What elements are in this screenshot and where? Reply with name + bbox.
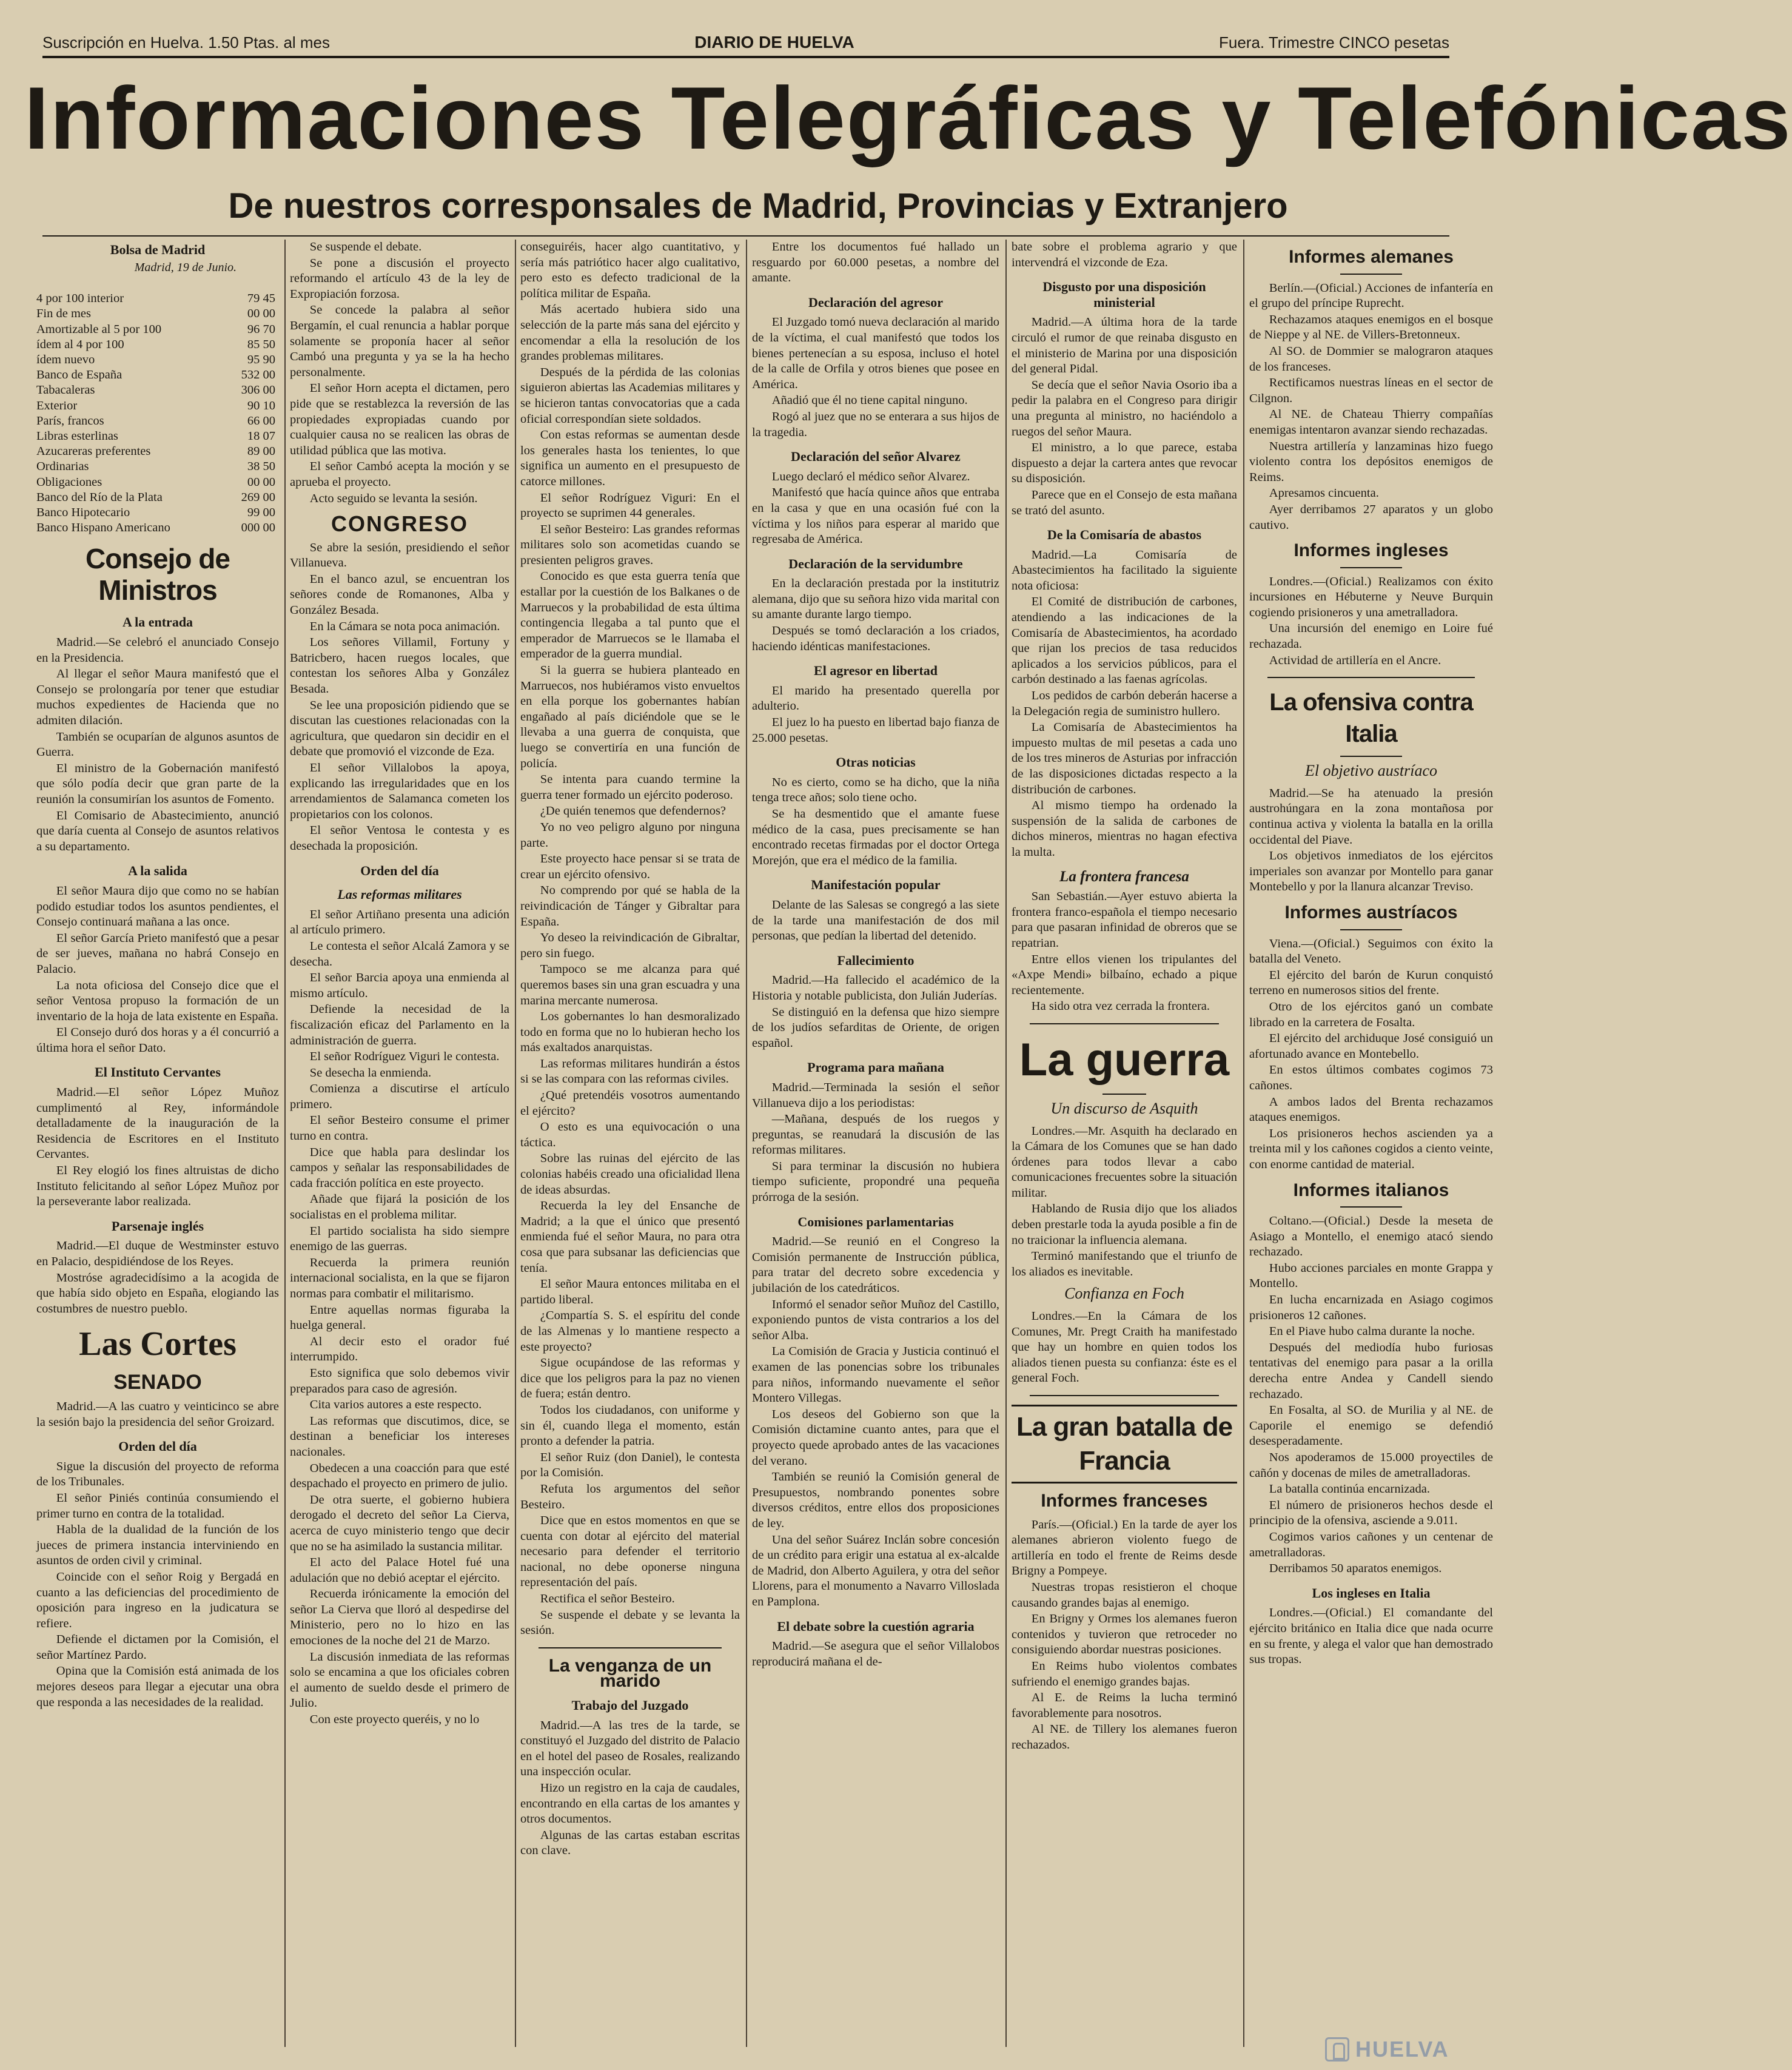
paragraph: El señor Besteiro: Las grandes reformas militares solo son acometidas cuando se presienten peligros graves. (520, 522, 740, 567)
subheading: Declaración de la servidumbre (788, 556, 963, 571)
paragraph: Nuestras tropas resistieron el choque causando grandes bajas al enemigo. (1012, 1580, 1237, 1610)
paragraph: Se lee una proposición pidiendo que se discutan las cuestiones relacionadas con la agricultura, que quedaron sin decidir en el debate que promovió el vizconde de Eza. (290, 698, 509, 759)
paragraph: Madrid.—Se reunió en el Congreso la Comisión permanente de Instrucción pública, para tratar del decreto sobre excedencia y jubilación de los catedráticos. (752, 1235, 999, 1295)
archive-watermark (1325, 2035, 1525, 2064)
subheading: Fallecimiento (837, 952, 914, 968)
heading-venganza: La venganza de un marido (548, 1655, 712, 1692)
paragraph: Las reformas que discutimos, dice, se destinan a beneficiar los intereses nacionales. (290, 1414, 509, 1459)
stock-row (36, 352, 279, 368)
paragraph: El Rey elogió los fines altruistas de dicho Instituto felicitando al señor López Muñoz por la perseverante labor realizada. (36, 1164, 279, 1209)
stock-value: 95 90 (247, 353, 275, 366)
column-5 (1012, 240, 1237, 2047)
column-2 (290, 240, 509, 2047)
paragraph: El señor Ruiz (don Daniel), le contesta por la Comisión. (520, 1450, 740, 1480)
subheading: Manifestación popular (811, 877, 941, 893)
header-strip (42, 29, 1449, 58)
paragraph: Madrid.—El señor López Muñoz cumplimentó al Rey, informándole detalladamente de la inauguración de la Residencia de Escritores en el Instituto Cervantes. (36, 1086, 279, 1161)
stock-row (36, 475, 279, 490)
header-rule (42, 235, 1449, 237)
paragraph: Después se tomó declaración a los criados, haciendo idénticas manifestaciones. (752, 624, 999, 653)
paragraph: El ministro, a lo que parece, estaba dispuesto a dejar la cartera antes que revocar su disposición. (1012, 441, 1237, 486)
column-rule (284, 240, 286, 2047)
stock-value: 000 00 (241, 521, 275, 535)
paragraph: Recuerda irónicamente la emoción del señor La Cierva que lloró al despedirse del Ministerio, pero no lo hizo en las emociones de la noche del 21 de Marzo. (290, 1587, 509, 1648)
paragraph: Una incursión del enemigo en Loire fué rechazada. (1249, 622, 1493, 651)
paragraph: El acto del Palace Hotel fué una adulación que no debió aceptar el ejército. (290, 1556, 509, 1585)
subheadline: De nuestros corresponsales de Madrid, Provincias y Extranjero (228, 186, 1288, 226)
stock-value: 89 00 (247, 445, 275, 459)
heading-consejo: Consejo de Ministros (86, 543, 230, 607)
paragraph: ¿Qué pretendéis vosotros aumentando el ejército? (520, 1089, 740, 1118)
paragraph: Cogimos varios cañones y un centenar de ametralladoras. (1249, 1530, 1493, 1559)
stock-title: Bolsa de Madrid (110, 242, 206, 257)
stock-row (36, 337, 279, 352)
paragraph: Después del mediodía hubo furiosas tentativas del enemigo para pasar a la orilla derecha entre Andea y Candell siendo rechazado. (1249, 1340, 1493, 1401)
column-3 (520, 240, 740, 2047)
column-6 (1249, 240, 1493, 2047)
stock-value: 532 00 (241, 368, 275, 382)
paragraph: Dice que habla para deslindar los campos y señalar las responsabilidades de cada fracción política en este proyecto. (290, 1145, 509, 1190)
divider (1340, 567, 1402, 568)
paragraph: En Brigny y Ormes los alemanes fueron contenidos y tuvieron que retroceder no consiguiendo abordar nuestras posiciones. (1012, 1612, 1237, 1657)
stock-row (36, 444, 279, 459)
stock-value: 99 00 (247, 506, 275, 520)
paragraph: Se desecha la enmienda. (309, 1066, 432, 1080)
stock-row (36, 505, 279, 520)
paragraph: Se decía que el señor Navia Osorio iba a pedir la palabra en el Congreso para dirigir una pregunta al ministro, no haciéndolo a ruegos del señor Maura. (1012, 378, 1237, 439)
subheading: El objetivo austríaco (1304, 762, 1438, 780)
paragraph: Se pone a discusión el proyecto reformando el artículo 43 de la ley de Expropiación forzosa. (290, 256, 509, 301)
paragraph: Madrid.—Se asegura que el señor Villalobos reproducirá mañana el de- (752, 1639, 999, 1668)
paragraph: París.—(Oficial.) En la tarde de ayer los alemanes abrieron violento fuego de artillería en todo el frente de Reims desde Brigny a Pompeye. (1012, 1517, 1237, 1578)
paragraph: El señor Maura dijo que como no se habían podido estudiar todos los asuntos pendientes, el Consejo continuará mañana a las once. (36, 884, 279, 929)
paragraph: Rectificamos nuestras líneas en el sector de Cilgnon. (1249, 376, 1493, 405)
stock-value: 269 00 (241, 490, 275, 504)
paragraph: Le contesta el señor Alcalá Zamora y se desecha. (290, 939, 509, 969)
paragraph: Opina que la Comisión está animada de los mejores deseos para llegar a ejecutar una obra que responda a las necesidades de la realidad. (36, 1664, 279, 1709)
paragraph: Añade que fijará la posición de los socialistas en el problema militar. (290, 1192, 509, 1222)
paragraph: Defiende el dictamen por la Comisión, el señor Martínez Pardo. (36, 1633, 279, 1662)
paragraph: Nuestra artillería y lanzaminas hizo fuego violento contra los depósitos enemigos de Reims. (1249, 439, 1493, 484)
paragraph: Manifestó que hacía quince años que entraba en la casa y que en una ocasión fué con la víctima y los niños para esperar al marido que regresaba de América. (752, 486, 999, 546)
paragraph: Rectifica el señor Besteiro. (540, 1592, 675, 1606)
paragraph: —Mañana, después de los ruegos y preguntas, se reanudará la discusión de las reformas militares. (752, 1112, 999, 1157)
paragraph: Al E. de Reims la lucha terminó favorablemente para nosotros. (1012, 1691, 1237, 1720)
paragraph: Todos los ciudadanos, con uniforme y sin él, cuando llega el momento, están pronto a defender la patria. (520, 1403, 740, 1448)
heading-congreso: CONGRESO (331, 511, 469, 537)
paragraph: Londres.—(Oficial.) El comandante del ejército británico en Italia dice que nada ocurre en su frente, y alega el valor que han demostrado sus tropas. (1249, 1606, 1493, 1667)
subheading: Trabajo del Juzgado (571, 1698, 689, 1713)
stock-table (36, 291, 279, 536)
subheading: La frontera francesa (1059, 868, 1189, 885)
subheading: El agresor en libertad (814, 663, 938, 679)
stock-date: Madrid, 19 de Junio. (134, 260, 237, 274)
paragraph: El partido socialista ha sido siempre enemigo de las guerras. (290, 1224, 509, 1254)
heading-ingleses: Informes ingleses (1294, 540, 1449, 561)
paragraph: El número de prisioneros hechos desde el principio de la ofensiva, asciende a 9.011. (1249, 1498, 1493, 1528)
paragraph: El marido ha presentado querella por adulterio. (752, 684, 999, 713)
heading-austriacos: Informes austríacos (1284, 902, 1458, 922)
column-rule (746, 240, 747, 2047)
paragraph: Sigue ocupándose de las reformas y dice que los peligros para la paz no vienen de fuera; están dentro. (520, 1356, 740, 1401)
paragraph: En estos últimos combates cogimos 73 cañones. (1249, 1063, 1493, 1092)
paragraph: Dice que en estos momentos en que se cuenta con dotar al ejército del material necesario para defender el territorio nacional, no debe oponerse ninguna representación del país. (520, 1514, 740, 1590)
paragraph: Madrid.—Se ha atenuado la presión austrohúngara en la zona montañosa por continua activa y violenta la batalla en la orilla occidental del Piave. (1249, 786, 1493, 847)
stock-row (36, 291, 279, 306)
subheading: Declaración del agresor (808, 294, 943, 310)
paragraph: Informó el senador señor Muñoz del Castillo, exponiendo puntos de vista contrarios a los del señor Alba. (752, 1297, 999, 1342)
paragraph: No comprendo por qué se habla de la reivindicación de Tánger y Gibraltar para España. (520, 884, 740, 929)
stock-row (36, 459, 279, 474)
stock-row (36, 398, 279, 414)
subheading: Orden del día (360, 862, 439, 878)
paragraph: El señor Barcia apoya una enmienda al mismo artículo. (290, 971, 509, 1000)
heading-franceses: Informes franceses (1041, 1491, 1208, 1511)
divider (1340, 756, 1402, 757)
stock-row (36, 306, 279, 321)
divider (1102, 1094, 1146, 1095)
paragraph: Se distinguió en la defensa que hizo siempre de los judíos sefarditas de Oriente, de origen español. (752, 1005, 999, 1050)
paragraph: Más acertado hubiera sido una selección de la parte más sana del ejército y encomendar a ella la resolución de los grandes problemas militares. (520, 303, 740, 363)
paragraph: Las reformas militares hundirán a éstos si se las compara con las reformas civiles. (520, 1057, 740, 1086)
stock-label: Azucareras preferentes (36, 445, 151, 459)
paragraph: El señor Ventosa le contesta y es desechada la proposición. (290, 824, 509, 853)
heading-batalla: La gran batalla de Francia (1012, 1405, 1237, 1484)
paragraph: Se abre la sesión, presidiendo el señor Villanueva. (290, 540, 509, 570)
paragraph: Entre aquellas normas figuraba la huelga general. (290, 1303, 509, 1332)
paragraph: Defiende la necesidad de la fiscalización eficaz del Parlamento en la administración de guerra. (290, 1003, 509, 1047)
paragraph: A ambos lados del Brenta rechazamos ataques enemigos. (1249, 1095, 1493, 1124)
stock-row (36, 414, 279, 429)
stock-label: Ordinarias (36, 460, 89, 474)
paragraph: Yo deseo la reivindicación de Gibraltar, pero sin fuego. (520, 931, 740, 960)
heading-italianos: Informes italianos (1293, 1180, 1449, 1200)
paragraph: Los pedidos de carbón deberán hacerse a la Delegación regia de suministro hullero. (1012, 689, 1237, 718)
paragraph: Hubo acciones parciales en monte Grappa y Montello. (1249, 1261, 1493, 1291)
paragraph: Los objetivos inmediatos de los ejércitos imperiales son avanzar por Montello para ganar Montebello y por la llanura alcanzar Treviso. (1249, 849, 1493, 894)
out-of-town-price: Fuera. Trimestre CINCO pesetas (1218, 33, 1449, 52)
subheading: Confianza en Foch (1064, 1285, 1184, 1303)
divider (1030, 1023, 1219, 1024)
subheading: El Instituto Cervantes (95, 1064, 221, 1080)
stock-value: 18 07 (247, 429, 275, 443)
paragraph: El Consejo duró dos horas y a él concurrió a última hora el señor Dato. (36, 1026, 279, 1055)
paragraph: Obedecen a una coacción para que esté despachado el proyecto en primero de julio. (290, 1461, 509, 1491)
paragraph: Entre ellos vienen los tripulantes del «Axpe Mendi» bilbaíno, echado a pique recientemente. (1012, 952, 1237, 997)
paragraph: Coincide con el señor Roig y Bergadá en cuanto a las deficiencias del procedimiento de oposición para ingreso en la judicatura se refiere. (36, 1570, 279, 1630)
paragraph: La discusión inmediata de las reformas solo se encamina a que los oficiales cobren el aumento de sueldo desde el primero de Julio. (290, 1650, 509, 1710)
paragraph: Madrid.—La Comisaría de Abastecimientos ha facilitado la siguiente nota oficiosa: (1012, 548, 1237, 593)
heading-ofensiva: La ofensiva contra Italia (1269, 689, 1473, 748)
paragraph: Al NE. de Chateau Thierry compañías enemigas intentaron avanzar siendo rechazadas. (1249, 408, 1493, 437)
divider (1340, 929, 1402, 930)
paragraph: Madrid.—El duque de Westminster estuvo en Palacio, despidiéndose de los Reyes. (36, 1239, 279, 1268)
paragraph: Sigue la discusión del proyecto de reforma de los Tribunales. (36, 1459, 279, 1489)
paragraph: Los señores Villamil, Fortuny y Batricbero, hacen ruegos locales, que contestan los señores Alba y González Besada. (290, 636, 509, 696)
paragraph: Londres.—(Oficial.) Realizamos con éxito incursiones en Hébuterne y Neuve Burquin cogiendo prisioneros y una ametralladora. (1249, 574, 1493, 619)
stock-label: Tabacaleras (36, 383, 95, 397)
stock-value: 00 00 (247, 307, 275, 321)
paragraph: Sobre las ruinas del ejército de las colonias habéis creado una oficialidad llena de ideas absurdas. (520, 1152, 740, 1197)
paragraph: Parece que en el Consejo de esta mañana se trató del asunto. (1012, 488, 1237, 517)
divider (1340, 1206, 1402, 1208)
stock-label: Amortizable al 5 por 100 (36, 322, 162, 336)
paragraph: No es cierto, como se ha dicho, que la niña tenga trece años; solo tiene ocho. (752, 775, 999, 805)
paragraph: Se concede la palabra al señor Bergamín, el cual renuncia a hablar porque solamente se proponía hacer al señor Cambó una pregunta y ya se la ha hecho personalmente. (290, 303, 509, 379)
heading-alemanes: Informes alemanes (1289, 247, 1454, 267)
divider (539, 1647, 722, 1648)
paragraph: El señor Horn acepta el dictamen, pero pide que se restablezca la reversión de las propiedades expropiadas cuando por cualquier causa no se realicen las obras de utilidad pública que las motiva. (290, 381, 509, 457)
paragraph: Comienza a discutirse el artículo primero. (290, 1082, 509, 1111)
stock-row (36, 520, 279, 536)
paragraph: En lucha encarnizada en Asiago cogimos prisioneros 12 cañones. (1249, 1293, 1493, 1322)
stock-label: Obligaciones (36, 475, 102, 489)
paragraph: Se suspende el debate. (309, 240, 422, 254)
paragraph: Viena.—(Oficial.) Seguimos con éxito la batalla del Veneto. (1249, 936, 1493, 966)
paragraph: El señor Rodríguez Viguri le contesta. (309, 1050, 500, 1064)
paragraph: Rechazamos ataques enemigos en el bosque de Nieppe y al NE. de Villers-Bretonneux. (1249, 312, 1493, 342)
paragraph: El ejército del archiduque José consiguió un afortunado avance en Montebello. (1249, 1032, 1493, 1061)
paragraph: Nos apoderamos de 15.000 proyectiles de cañón y docenas de miles de ametralladoras. (1249, 1451, 1493, 1480)
paragraph: En el banco azul, se encuentran los señores conde de Romanones, Alba y González Besada. (290, 572, 509, 617)
paragraph: Hablando de Rusia dijo que los aliados deben prestarle toda la ayuda posible a fin de no traicionar la influencia alemana. (1012, 1202, 1237, 1247)
paragraph: El ministro de la Gobernación manifestó que sólo podía decir que gran parte de la reunión la consumirían los asuntos de Fomento. (36, 761, 279, 806)
stock-row (36, 383, 279, 398)
paragraph: En Fosalta, al SO. de Murilia y al NE. de Caporile el enemigo se defendió desesperadamente. (1249, 1403, 1493, 1448)
stock-label: ídem al 4 por 100 (36, 337, 124, 351)
paragraph: Añadió que él no tiene capital ninguno. (771, 394, 968, 408)
column-rule (515, 240, 516, 2047)
paragraph: Conocido es que esta guerra tenía que estallar por la cuestión de los Balkanes o de Marruecos y la probabilidad de esta última contingencia llegaba a tal punto que el emperador de Marruecos se le llamaba el emperador de la guerra mundial. (520, 570, 740, 661)
watermark-text: HUELVA (1355, 2037, 1449, 2062)
paragraph: Refuta los argumentos del señor Besteiro. (520, 1482, 740, 1511)
column-rule (1243, 240, 1244, 2047)
heading-guerra: La guerra (1019, 1033, 1230, 1086)
paragraph: Madrid.—A las tres de la tarde, se constituyó el Juzgado del distrito de Palacio en el hotel del paseo de Rosales, realizando una inspección ocular. (520, 1718, 740, 1779)
stock-value: 85 50 (247, 337, 275, 351)
paragraph: El juez lo ha puesto en libertad bajo fianza de 25.000 pesetas. (752, 716, 999, 745)
paragraph: Con este proyecto queréis, y no lo (309, 1713, 480, 1727)
stock-label: Libras esterlinas (36, 429, 118, 443)
paragraph: Rogó al juez que no se enterara a sus hijos de la tragedia. (752, 409, 999, 439)
paragraph: San Sebastián.—Ayer estuvo abierta la frontera franco-española el tiempo necesario para que pasaran infinidad de obreros que se repatrian. (1012, 890, 1237, 950)
paragraph: Se intenta para cuando termine la guerra tener formado un ejército poderoso. (520, 773, 740, 802)
paragraph: Madrid.—Terminada la sesión el señor Villanueva dijo a los periodistas: (752, 1080, 999, 1110)
subheading: Disgusto por una disposición ministerial (1042, 279, 1206, 310)
paragraph: Cita varios autores a este respecto. (309, 1398, 482, 1412)
paragraph: Hizo un registro en la caja de caudales, encontrando en ella cartas de los amantes y otros documentos. (520, 1781, 740, 1826)
paragraph: En la Cámara se nota poca animación. (309, 619, 500, 633)
paragraph: Una del señor Suárez Inclán sobre concesión de un crédito para erigir una estatua al ex-alcalde de Madrid, don Alberto Aguilera, y otra del señor Llorens, para el monumento a Navarro Villoslada en Pamplona. (752, 1533, 999, 1608)
paragraph: Ha sido otra vez cerrada la frontera. (1031, 1000, 1210, 1013)
paragraph: Terminó manifestando que el triunfo de los aliados es inevitable. (1012, 1249, 1237, 1279)
paragraph: La batalla continúa encarnizada. (1269, 1482, 1431, 1496)
paragraph: ¿De quién tenemos que defendernos? (540, 804, 727, 818)
stock-value: 96 70 (247, 322, 275, 336)
stock-value: 306 00 (241, 383, 275, 397)
subheading: Programa para mañana (807, 1060, 944, 1075)
masthead: Informaciones Telegráficas y Telefónicas (24, 69, 1792, 167)
newspaper-name: DIARIO DE HUELVA (694, 33, 854, 52)
subheading: Otras noticias (836, 754, 916, 770)
subheading: Las reformas militares (337, 887, 462, 902)
paragraph: El señor Besteiro consume el primer turno en contra. (290, 1114, 509, 1143)
paragraph: Entre los documentos fué hallado un resguardo por 60.000 pesetas, a nombre del amante. (752, 240, 999, 285)
paragraph: Los prisioneros hechos ascienden ya a treinta mil y los cañones cogidos a ciento veinte, con enorme cantidad de material. (1249, 1126, 1493, 1171)
column-1 (36, 240, 279, 2047)
stock-label: Banco Hispano Americano (36, 521, 170, 535)
paragraph: La nota oficiosa del Consejo dice que el señor Ventosa propuso la formación de un inventario de la hoja de lata existente en España. (36, 978, 279, 1023)
paragraph: Coltano.—(Oficial.) Desde la meseta de Asiago a Montello, el enemigo atacó siendo rechazado. (1249, 1214, 1493, 1259)
paragraph: Los deseos del Gobierno son que la Comisión dictamine cuanto antes, para que el proyecto quede aprobado antes de las vacaciones del verano. (752, 1407, 999, 1468)
paragraph: Si para terminar la discusión no hubiera tiempo suficiente, propondré una pequeña prórroga de la sesión. (752, 1159, 999, 1205)
paragraph: Yo no veo peligro alguno por ninguna parte. (520, 820, 740, 850)
paragraph: Otro de los ejércitos ganó un combate librado en la carretera de Fosalta. (1249, 1000, 1493, 1029)
paragraph: Madrid.—Se celebró el anunciado Consejo en la Presidencia. (36, 636, 279, 665)
divider (1030, 1395, 1219, 1396)
stock-label: Fin de mes (36, 307, 91, 321)
paragraph: Habla de la dualidad de la función de los jueces de primera instancia interviniendo en asuntos de orden civil y criminal. (36, 1523, 279, 1568)
paragraph: Berlín.—(Oficial.) Acciones de infantería en el grupo del príncipe Ruprecht. (1249, 281, 1493, 311)
divider (1340, 274, 1402, 275)
paragraph: El señor García Prieto manifestó que a pesar de ser jueves, mañana no habrá Consejo en Palacio. (36, 931, 279, 976)
subheading: A la salida (128, 863, 187, 879)
subheading: Comisiones parlamentarias (797, 1214, 954, 1229)
paragraph: Al SO. de Dommier se malograron ataques de los franceses. (1249, 344, 1493, 374)
paragraph: Después de la pérdida de las colonias siguieron abiertas las Academias militares y se hicieron tantas convocatorias que a cada oficial correspondían siete soldados. (520, 365, 740, 426)
paragraph: conseguiréis, hacer algo cuantitativo, y sería más patriótico hacer algo cualitativo, pero esto es defecto tradicional de la política militar de España. (520, 240, 740, 300)
paragraph: De otra suerte, el gobierno hubiera derogado el decreto del señor La Cierva, acerca de cuyo ministerio tengo que decir que no se ha asimilado la sustancia militar. (290, 1493, 509, 1553)
subheading: Los ingleses en Italia (1312, 1585, 1431, 1601)
paragraph: El Comité de distribución de carbones, atendiendo a las indicaciones de la Comisaría de Abastecimientos, ha acordado que rijan los precios de tasa reducidos aplicados a los servicios públicos, para el carbón destinado a las faenas agrícolas. (1012, 595, 1237, 687)
subheading: De la Comisaría de abastos (1047, 527, 1202, 543)
paragraph: bate sobre el problema agrario y que intervendrá el vizconde de Eza. (1012, 240, 1237, 269)
paragraph: Recuerda la primera reunión internacional socialista, en la que se fijaron normas para combatir el militarismo. (290, 1255, 509, 1300)
paragraph: El señor Rodríguez Viguri: En el proyecto se suprimen 44 generales. (520, 491, 740, 520)
subscription-note: Suscripción en Huelva. 1.50 Ptas. al mes (42, 33, 331, 52)
paragraph: Madrid.—A última hora de la tarde circuló el rumor de que reinaba disgusto en el ministerio de Marina por una disposición del general Pidal. (1012, 315, 1237, 376)
divider (1267, 677, 1475, 678)
paragraph: O esto es una equivocación o una táctica. (520, 1120, 740, 1149)
stock-value: 38 50 (247, 460, 275, 474)
paragraph: Madrid.—A las cuatro y veinticinco se abre la sesión bajo la presidencia del señor Groizard. (36, 1399, 279, 1429)
paragraph: La Comisaría de Abastecimientos ha impuesto multas de mil pesetas a cada uno de los tres mineros de Asturias por infracción de las disposiciones dictadas respecto a la distribución de carbones. (1012, 721, 1237, 796)
paragraph: Apresamos cincuenta. (1269, 486, 1379, 500)
paragraph: Acto seguido se levanta la sesión. (309, 491, 478, 505)
stock-value: 00 00 (247, 475, 275, 489)
paragraph: En la declaración prestada por la institutriz alemana, dijo que su señora hizo vida marital con su amante durante largo tiempo. (752, 577, 999, 622)
paragraph: ¿Compartía S. S. el espíritu del conde de las Almenas y lo mantiene respecto a este proyecto? (520, 1309, 740, 1354)
paragraph: Ayer derribamos 27 aparatos y un globo cautivo. (1249, 502, 1493, 532)
paragraph: Si la guerra se hubiera planteado en Marruecos, nos hubiéramos visto envueltos en ella porque los gobernantes habían engañado al país diciéndole que se le llevaba a una guerra de conquista, que luego se convertiría en una función de policía. (520, 664, 740, 770)
stock-label: Exterior (36, 398, 78, 412)
stock-row (36, 322, 279, 337)
paragraph: Luego declaró el médico señor Alvarez. (771, 469, 970, 483)
paragraph: El señor Artiñano presenta una adición al artículo primero. (290, 907, 509, 937)
stock-value: 79 45 (247, 292, 275, 306)
paragraph: Se suspende el debate y se levanta la sesión. (520, 1608, 740, 1638)
paragraph: Con estas reformas se aumentan desde los generales hasta los tenientes, lo que significa un aumento en el presupuesto de catorce millones. (520, 428, 740, 488)
stock-row (36, 490, 279, 505)
archive-seal-icon (1325, 2037, 1349, 2062)
stock-label: París, francos (36, 414, 104, 428)
paragraph: El Juzgado tomó nueva declaración al marido de la víctima, el cual manifestó que todos los bienes pertenecían a su esposa, incluso el hotel de la calle de Orfila y otros bienes que posee en América. (752, 315, 999, 391)
stock-label: ídem nuevo (36, 353, 95, 366)
paragraph: Londres.—En la Cámara de los Comunes, Mr. Pregt Craith ha manifestado que hay un hombre en quien todos los aliados tienen puesta su confianza: éste es el general Foch. (1012, 1309, 1237, 1385)
paragraph: Al llegar el señor Maura manifestó que el Consejo se prolongaría por tener que estudiar muchos expedientes de Hacienda que no admiten dilación. (36, 667, 279, 727)
stock-label: 4 por 100 interior (36, 292, 124, 306)
column-rule (1005, 240, 1007, 2047)
column-4 (752, 240, 999, 2047)
paragraph: El señor Villalobos la apoya, explicando las irregularidades que en los arrendamientos de Salamanca cometen los propietarios con los colonos. (290, 761, 509, 821)
paragraph: Al mismo tiempo ha ordenado la suspensión de la salida de carbones de dichos mineros, mientras no hagan efectiva la multa. (1012, 799, 1237, 859)
subheading: A la entrada (122, 614, 193, 630)
subheading: El debate sobre la cuestión agraria (777, 1618, 975, 1634)
paragraph: Esto significa que solo debemos vivir preparados para caso de agresión. (290, 1366, 509, 1396)
subheading: Declaración del señor Alvarez (791, 449, 961, 465)
paragraph: También se ocuparían de algunos asuntos de Guerra. (36, 730, 279, 759)
stock-label: Banco de España (36, 368, 122, 382)
paragraph: Este proyecto hace pensar si se trata de crear un ejército ofensivo. (520, 852, 740, 881)
stock-label: Banco Hipotecario (36, 506, 130, 520)
paragraph: Algunas de las cartas estaban escritas con clave. (520, 1828, 740, 1858)
subheading: Parsenaje inglés (111, 1218, 204, 1234)
paragraph: En Reims hubo violentos combates sufriendo el enemigo grandes bajas. (1012, 1659, 1237, 1689)
paragraph: Delante de las Salesas se congregó a las siete de la tarde una manifestación de dos mil personas, que pedían la libertad del detenido. (752, 898, 999, 943)
paragraph: Madrid.—Ha fallecido el académico de la Historia y notable publicista, don Julián Juderías. (752, 973, 999, 1003)
stock-row (36, 368, 279, 383)
stock-value: 90 10 (247, 398, 275, 412)
stock-value: 66 00 (247, 414, 275, 428)
paragraph: Derribamos 50 aparatos enemigos. (1269, 1562, 1442, 1576)
paragraph: También se reunió la Comisión general de Presupuestos, nombrando ponentes sobre diversos créditos, entre ellos dos proposiciones de ley. (752, 1470, 999, 1530)
paragraph: Actividad de artillería en el Ancre. (1269, 653, 1441, 667)
paragraph: El señor Maura entonces militaba en el partido liberal. (520, 1277, 740, 1306)
paragraph: El señor Cambó acepta la moción y se aprueba el proyecto. (290, 460, 509, 489)
paragraph: Al NE. de Tillery los alemanes fueron rechazados. (1012, 1722, 1237, 1752)
paragraph: Mostróse agradecidísimo a la acogida de que había sido objeto en España, elogiando las costumbres de nuestro pueblo. (36, 1271, 279, 1316)
paragraph: El ejército del barón de Kurun conquistó terreno en numerosos sitios del frente. (1249, 968, 1493, 998)
paragraph: Los gobernantes lo han desmoralizado todo en forma que no lo hubieran hecho los más exaltados anarquistas. (520, 1010, 740, 1055)
paragraph: Se ha desmentido que el amante fuese médico de la casa, pues precisamente se han encontrado recetas firmadas por el doctor Ortega Morejón, que era el médico de la familia. (752, 807, 999, 867)
stock-row (36, 429, 279, 444)
heading-senado: SENADO (113, 1371, 202, 1394)
paragraph: Al decir esto el orador fué interrumpido. (290, 1334, 509, 1364)
subheading: Un discurso de Asquith (1050, 1099, 1198, 1117)
heading-cortes: Las Cortes (79, 1325, 237, 1363)
stock-label: Banco del Río de la Plata (36, 490, 163, 504)
paragraph: El Comisario de Abastecimiento, anunció que daría cuenta al Consejo de asuntos relativos a su departamento. (36, 808, 279, 853)
subheading: Orden del día (118, 1439, 197, 1454)
paragraph: Londres.—Mr. Asquith ha declarado en la Cámara de los Comunes que se han dado órdenes para todos llevar a cabo comunicaciones frecuentes sobre la situación militar. (1012, 1124, 1237, 1200)
paragraph: Tampoco se me alcanza para qué queremos bases sin una gran escuadra y una marina mercante numerosa. (520, 963, 740, 1007)
paragraph: En el Piave hubo calma durante la noche. (1269, 1325, 1475, 1339)
paragraph: Recuerda la ley del Ensanche de Madrid; a la que el único que presentó enmienda fué el señor Maura, no para otra cosa que para subsanar las deficiencias que tenía. (520, 1199, 740, 1275)
paragraph: El señor Piniés continúa consumiendo el primer turno en contra de la totalidad. (36, 1491, 279, 1521)
paragraph: La Comisión de Gracia y Justicia continuó el examen de las ponencias sobre los tribunales para niños, informando nuevamente el señor Montero Villegas. (752, 1345, 999, 1405)
